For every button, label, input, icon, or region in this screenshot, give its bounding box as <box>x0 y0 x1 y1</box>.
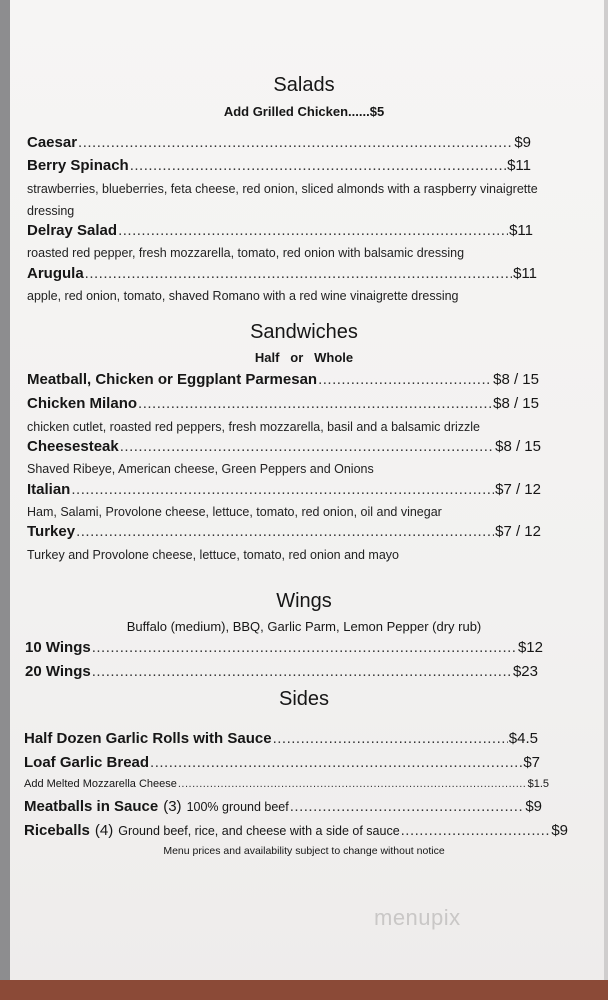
dot-leader <box>150 754 522 771</box>
item-price: $8 / 15 <box>493 395 539 412</box>
dot-leader <box>318 371 492 388</box>
item-count: (3) <box>163 798 182 815</box>
dot-leader <box>92 663 512 680</box>
wings-title: Wings <box>276 590 332 612</box>
salads-subtitle: Add Grilled Chicken......$5 <box>223 104 385 119</box>
menu-item-delray-salad <box>27 222 533 239</box>
item-name: Turkey <box>27 523 76 540</box>
dot-leader <box>92 639 517 656</box>
item-name: Meatball, Chicken or Eggplant Parmesan <box>27 371 318 388</box>
item-price: $11 <box>507 157 531 174</box>
item-name: Berry Spinach <box>27 157 129 174</box>
dot-leader <box>178 778 527 790</box>
item-name: 10 Wings <box>25 639 91 656</box>
item-price: $7 / 12 <box>495 481 541 498</box>
dot-leader <box>76 523 494 540</box>
footer-note: Menu prices and availability subject to change without notice <box>163 845 445 857</box>
salads-title: Salads <box>273 74 335 96</box>
menupix-watermark: menupix <box>374 905 461 930</box>
item-price: $11 <box>513 265 537 282</box>
table-surface <box>0 980 608 1000</box>
item-description: apple, red onion, tomato, shaved Romano with a red wine vinaigrette dressing <box>27 289 459 303</box>
item-price: $1.5 <box>527 778 549 790</box>
item-detail: Ground beef, rice, and cheese with a side of sauce <box>118 824 400 838</box>
dot-leader <box>130 157 506 174</box>
item-description: strawberries, blueberries, feta cheese, red onion, sliced almonds with a raspberry vinaigrette dressing <box>27 182 538 218</box>
dot-leader <box>138 395 492 412</box>
menu-item-italian <box>27 481 541 498</box>
dot-leader <box>85 265 512 282</box>
menu-item-riceballs <box>24 822 568 839</box>
item-price: $9 <box>551 822 568 839</box>
item-name: Meatballs in Sauce <box>24 798 159 815</box>
item-price: $12 <box>517 639 543 656</box>
sandwiches-subtitle: Half or Whole <box>254 350 354 365</box>
item-description: Ham, Salami, Provolone cheese, lettuce, tomato, red onion, oil and vinegar <box>27 505 442 519</box>
wings-flavors: Buffalo (medium), BBQ, Garlic Parm, Lemon Pepper (dry rub) <box>126 619 482 634</box>
item-price: $8 / 15 <box>493 371 539 388</box>
item-count: (4) <box>94 822 114 839</box>
item-detail: 100% ground beef <box>186 800 289 814</box>
item-name: 20 Wings <box>25 663 91 680</box>
item-description: chicken cutlet, roasted red peppers, fresh mozzarella, basil and a balsamic drizzle <box>27 420 480 434</box>
dot-leader <box>273 730 508 747</box>
menu-item-turkey <box>27 523 541 540</box>
item-price: $4.5 <box>508 730 538 747</box>
item-name: Italian <box>27 481 71 498</box>
menu-item-garlic-rolls <box>24 730 538 747</box>
item-name: Add Melted Mozzarella Cheese <box>24 778 177 790</box>
item-name: Riceballs <box>24 822 90 839</box>
sandwiches-title: Sandwiches <box>250 321 358 343</box>
menu-item-garlic-bread <box>24 754 540 771</box>
menu-item-10-wings <box>25 639 543 656</box>
item-price: $23 <box>512 663 538 680</box>
item-description: Turkey and Provolone cheese, lettuce, tomato, red onion and mayo <box>27 548 399 562</box>
menu-item-meatballs <box>24 798 542 815</box>
dot-leader <box>71 481 494 498</box>
menu-item-cheesesteak <box>27 438 541 455</box>
item-name: Cheesesteak <box>27 438 119 455</box>
item-name: Half Dozen Garlic Rolls with Sauce <box>24 730 272 747</box>
menu-item-caesar <box>27 134 531 151</box>
menu-item-mozzarella-addon <box>24 778 549 790</box>
dot-leader <box>78 134 513 151</box>
menu-item-20-wings <box>25 663 538 680</box>
item-price: $9 <box>525 798 542 815</box>
item-name: Delray Salad <box>27 222 118 239</box>
item-name: Arugula <box>27 265 84 282</box>
dot-leader <box>290 798 525 815</box>
item-price: $7 <box>523 754 540 771</box>
item-price: $8 / 15 <box>495 438 541 455</box>
item-price: $9 <box>514 134 531 151</box>
item-price: $11 <box>509 222 533 239</box>
menu-item-berry-spinach <box>27 157 531 174</box>
sides-title: Sides <box>278 688 330 710</box>
dot-leader <box>120 438 494 455</box>
item-description: Shaved Ribeye, American cheese, Green Peppers and Onions <box>27 462 374 476</box>
dot-leader <box>118 222 508 239</box>
menu-item-arugula <box>27 265 537 282</box>
item-description: roasted red pepper, fresh mozzarella, tomato, red onion with balsamic dressing <box>27 246 465 260</box>
menu-item-chicken-milano <box>27 395 539 412</box>
dot-leader <box>401 822 551 839</box>
item-name: Chicken Milano <box>27 395 138 412</box>
menu-item-parmesan <box>27 371 539 388</box>
item-name: Loaf Garlic Bread <box>24 754 150 771</box>
item-price: $7 / 12 <box>495 523 541 540</box>
item-name: Caesar <box>27 134 78 151</box>
